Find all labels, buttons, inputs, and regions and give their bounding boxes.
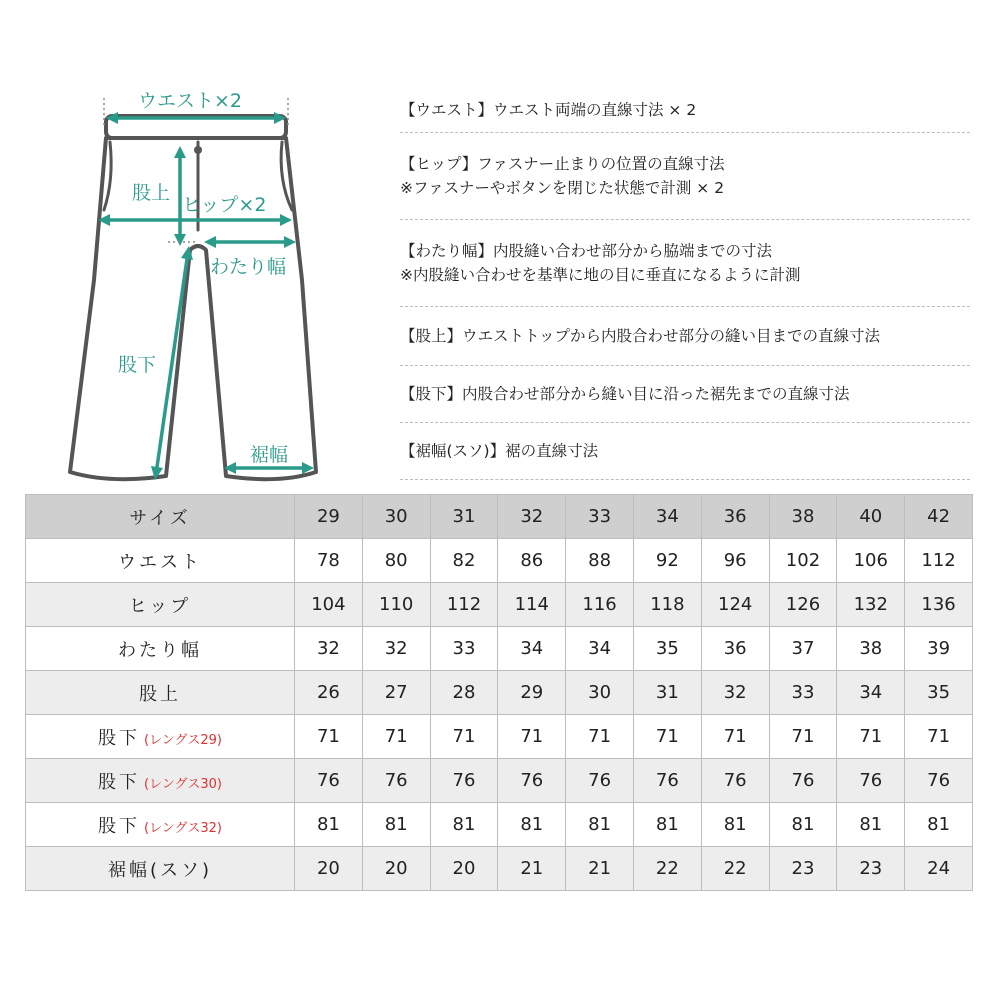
table-row	[26, 671, 973, 715]
table-cell: 81	[362, 803, 430, 847]
hip-label: ヒップ×2	[182, 194, 267, 216]
pants-outline-icon	[60, 80, 320, 500]
table-cell: 76	[769, 759, 837, 803]
waist-label: ウエスト×2	[138, 90, 243, 112]
legend-text: 【股下】内股合わせ部分から縫い目に沿った裾先までの直線寸法	[400, 385, 850, 403]
table-cell: 30	[362, 495, 430, 539]
table-cell: 76	[837, 759, 905, 803]
table-cell: 38	[769, 495, 837, 539]
table-cell: 27	[362, 671, 430, 715]
table-cell: 36	[701, 495, 769, 539]
row-label-cell	[26, 847, 295, 891]
table-cell: 124	[701, 583, 769, 627]
table-cell: 39	[905, 627, 973, 671]
table-cell: 116	[566, 583, 634, 627]
table-cell: 71	[701, 715, 769, 759]
table-cell: 71	[769, 715, 837, 759]
table-cell: 33	[430, 627, 498, 671]
thigh-label: わたり幅	[210, 256, 287, 278]
table-cell: 71	[633, 715, 701, 759]
table-row	[26, 627, 973, 671]
table-cell: 76	[701, 759, 769, 803]
table-cell: 30	[566, 671, 634, 715]
table-cell: 76	[633, 759, 701, 803]
legend-text: 【裾幅(スソ)】裾の直線寸法	[400, 442, 599, 460]
legend-text: 【ウエスト】ウエスト両端の直線寸法 × 2	[400, 101, 697, 119]
table-cell: 118	[633, 583, 701, 627]
table-cell: 81	[633, 803, 701, 847]
row-label: サイズ	[129, 507, 191, 529]
table-cell: 102	[769, 539, 837, 583]
table-cell: 114	[498, 583, 566, 627]
table-cell: 81	[837, 803, 905, 847]
table-cell: 81	[701, 803, 769, 847]
table-cell: 23	[837, 847, 905, 891]
table-cell: 81	[430, 803, 498, 847]
legend-item-thigh	[400, 220, 970, 307]
size-chart-table	[25, 494, 973, 891]
table-cell: 34	[837, 671, 905, 715]
table-cell: 21	[566, 847, 634, 891]
table-header-row	[26, 495, 973, 539]
row-label: わたり幅	[118, 639, 202, 661]
pants-measurement-diagram	[60, 80, 320, 500]
table-cell: 28	[430, 671, 498, 715]
table-cell: 36	[701, 627, 769, 671]
table-cell: 80	[362, 539, 430, 583]
rise-label: 股上	[132, 182, 171, 204]
table-row	[26, 539, 973, 583]
table-cell: 34	[633, 495, 701, 539]
table-cell: 38	[837, 627, 905, 671]
inseam-label: 股下	[118, 354, 157, 376]
legend-text: 【ヒップ】ファスナー止まりの位置の直線寸法	[400, 155, 725, 173]
row-label: 股下	[98, 727, 140, 749]
row-label-cell	[26, 671, 295, 715]
table-cell: 82	[430, 539, 498, 583]
table-row	[26, 715, 973, 759]
table-cell: 29	[498, 671, 566, 715]
table-cell: 20	[430, 847, 498, 891]
table-cell: 76	[498, 759, 566, 803]
row-label-cell	[26, 627, 295, 671]
legend-note: ※内股縫い合わせを基準に地の目に垂直になるように計測	[400, 266, 801, 284]
table-cell: 104	[295, 583, 363, 627]
table-cell: 92	[633, 539, 701, 583]
table-cell: 22	[701, 847, 769, 891]
measurement-legend	[400, 88, 970, 480]
table-row	[26, 803, 973, 847]
table-cell: 96	[701, 539, 769, 583]
table-row	[26, 583, 973, 627]
table-cell: 132	[837, 583, 905, 627]
legend-item-inseam	[400, 366, 970, 423]
table-cell: 81	[566, 803, 634, 847]
table-cell: 106	[837, 539, 905, 583]
length-note: (レングス29)	[144, 732, 222, 748]
table-cell: 35	[905, 671, 973, 715]
table-cell: 31	[633, 671, 701, 715]
table-cell: 21	[498, 847, 566, 891]
table-cell: 24	[905, 847, 973, 891]
row-label-cell	[26, 495, 295, 539]
legend-note: ※ファスナーやボタンを閉じた状態で計測 × 2	[400, 179, 725, 197]
row-label-cell	[26, 759, 295, 803]
row-label: 裾幅(スソ)	[107, 859, 213, 881]
table-cell: 81	[905, 803, 973, 847]
table-cell: 32	[362, 627, 430, 671]
table-cell: 71	[362, 715, 430, 759]
table-cell: 81	[769, 803, 837, 847]
table-cell: 76	[905, 759, 973, 803]
hem-label: 裾幅	[250, 444, 289, 466]
table-cell: 71	[837, 715, 905, 759]
table-cell: 81	[498, 803, 566, 847]
row-label-cell	[26, 539, 295, 583]
row-label: ウエスト	[118, 551, 202, 573]
table-row	[26, 759, 973, 803]
table-cell: 42	[905, 495, 973, 539]
table-cell: 40	[837, 495, 905, 539]
table-cell: 78	[295, 539, 363, 583]
table-cell: 76	[430, 759, 498, 803]
legend-item-hem	[400, 423, 970, 480]
table-cell: 76	[566, 759, 634, 803]
length-note: (レングス32)	[144, 820, 222, 836]
table-cell: 23	[769, 847, 837, 891]
table-cell: 34	[566, 627, 634, 671]
table-cell: 22	[633, 847, 701, 891]
table-cell: 71	[566, 715, 634, 759]
table-cell: 33	[566, 495, 634, 539]
row-label: 股下	[98, 815, 140, 837]
table-cell: 110	[362, 583, 430, 627]
table-cell: 35	[633, 627, 701, 671]
legend-text: 【股上】ウエストトップから内股合わせ部分の縫い目までの直線寸法	[400, 327, 881, 345]
table-cell: 86	[498, 539, 566, 583]
table-cell: 32	[701, 671, 769, 715]
row-label: 股上	[139, 683, 181, 705]
table-cell: 32	[295, 627, 363, 671]
table-cell: 37	[769, 627, 837, 671]
legend-item-hip	[400, 133, 970, 220]
table-cell: 33	[769, 671, 837, 715]
table-cell: 71	[498, 715, 566, 759]
row-label-cell	[26, 803, 295, 847]
length-note: (レングス30)	[144, 776, 222, 792]
table-cell: 71	[295, 715, 363, 759]
table-cell: 31	[430, 495, 498, 539]
table-cell: 136	[905, 583, 973, 627]
legend-text: 【わたり幅】内股縫い合わせ部分から脇端までの寸法	[400, 242, 773, 260]
legend-item-waist	[400, 88, 970, 133]
table-cell: 88	[566, 539, 634, 583]
table-cell: 126	[769, 583, 837, 627]
table-cell: 71	[905, 715, 973, 759]
table-cell: 76	[295, 759, 363, 803]
table-cell: 26	[295, 671, 363, 715]
row-label: ヒップ	[128, 595, 192, 617]
table-cell: 34	[498, 627, 566, 671]
table-cell: 112	[430, 583, 498, 627]
table-cell: 20	[362, 847, 430, 891]
row-label-cell	[26, 715, 295, 759]
legend-item-rise	[400, 307, 970, 366]
table-cell: 29	[295, 495, 363, 539]
table-cell: 32	[498, 495, 566, 539]
table-cell: 71	[430, 715, 498, 759]
table-row	[26, 847, 973, 891]
row-label-cell	[26, 583, 295, 627]
table-cell: 76	[362, 759, 430, 803]
table-cell: 81	[295, 803, 363, 847]
row-label: 股下	[98, 771, 140, 793]
table-cell: 20	[295, 847, 363, 891]
table-cell: 112	[905, 539, 973, 583]
